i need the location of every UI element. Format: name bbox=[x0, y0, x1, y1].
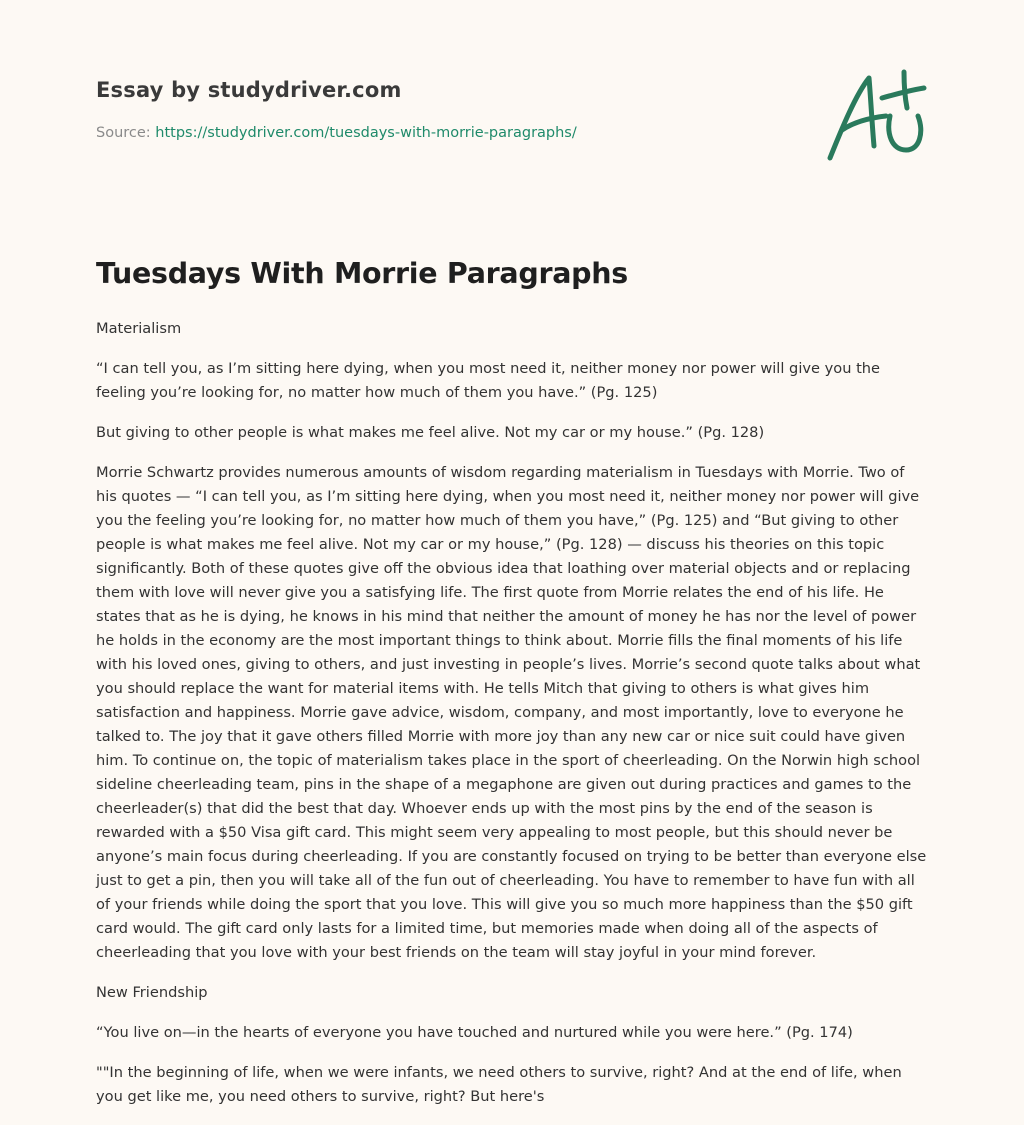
source-line bbox=[96, 122, 796, 144]
section-heading-materialism: Materialism bbox=[96, 320, 182, 337]
quote-paragraph: “I can tell you, as I’m sitting here dying, when you most need it, neither money nor power will give you the feeling you’re looking for, no matter how much of them you have.” (Pg. 125) bbox=[96, 360, 881, 401]
a-plus-logo-icon bbox=[820, 64, 932, 166]
quote-paragraph: ""In the beginning of life, when we were infants, we need others to survive, right? And at the end of life, when you get like me, you need others to survive, right? But here's bbox=[96, 1064, 902, 1105]
quote-paragraph: “You live on—in the hearts of everyone you have touched and nurtured while you were here.” (Pg. 174) bbox=[96, 1024, 853, 1041]
page-title: Tuesdays With Morrie Paragraphs bbox=[96, 257, 628, 290]
source-label: Source: bbox=[96, 125, 156, 141]
body-paragraph: Morrie Schwartz provides numerous amounts of wisdom regarding materialism in Tuesdays with Morrie. Two of his quotes — “I can tell you, as I’m sitting here dying, when you most need it, neither money nor power will give you the feeling you’re looking for, no matter how much of them you have,” (Pg. 125) and “But giving to other people is what makes me feel alive. Not my car or my house,” (Pg. 128) — discuss his theories on this topic significantly. Both of these quotes give off the obvious idea that loathing over material objects and or replacing them with love will never give you a satisfying life. The first quote from Morrie relates the end of his life. He states that as he is dying, he knows in his mind that neither the amount of money he has nor the level of power he holds in the economy are the most important things to think about. Morrie fills the final moments of his life with his loved ones, giving to others, and just investing in people’s lives. Morrie’s second quote talks about what you should replace the want for material items with. He tells Mitch that giving to others is what gives him satisfaction and happiness. Morrie gave advice, wisdom, company, and most importantly, love to everyone he talked to. The joy that it gave others filled Morrie with more joy than any new car or nice suit could have given him. To continue on, the topic of materialism takes place in the sport of cheerleading. On the Norwin high school sideline cheerleading team, pins in the shape of a megaphone are given out during practices and games to the cheerleader(s) that did the best that day. Whoever ends up with the most pins by the end of the season is rewarded with a $50 Visa gift card. This might seem very appealing to most people, but this should never be anyone’s main focus during cheerleading. If you are constantly focused on trying to be better than everyone else just to get a pin, then you will take all of the fun out of cheerleading. You have to remember to have fun with all of your friends while doing the sport that you love. This will give you so much more happiness than the $50 gift card would. The gift card only lasts for a limited time, but memories made when doing all of the aspects of cheerleading that you love with your best friends on the team will stay joyful in your mind forever. bbox=[96, 464, 927, 961]
source-link[interactable]: https://studydriver.com/tuesdays-with-morrie-paragraphs/ bbox=[155, 125, 577, 141]
essay-body bbox=[96, 252, 928, 1125]
essay-header bbox=[96, 74, 796, 144]
section-heading-new-friendship: New Friendship bbox=[96, 984, 208, 1001]
quote-paragraph: But giving to other people is what makes me feel alive. Not my car or my house.” (Pg. 128) bbox=[96, 424, 765, 441]
essay-content bbox=[96, 317, 928, 1109]
site-brand: Essay by studydriver.com bbox=[96, 78, 402, 102]
